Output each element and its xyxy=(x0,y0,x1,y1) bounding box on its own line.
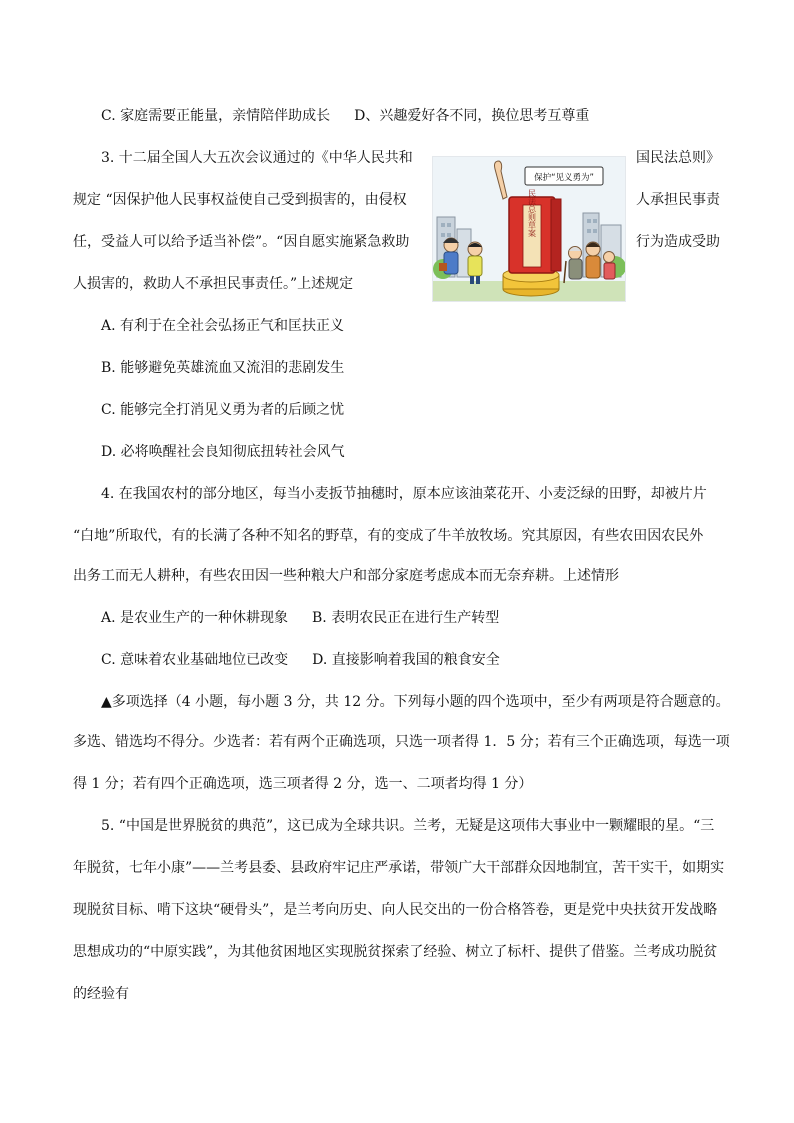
q3-stem-line3-right: 行为造成受助 xyxy=(636,234,720,250)
q2-option-row xyxy=(101,106,589,126)
q5-stem-line3: 现脱贫目标、啃下这块“硬骨头”，是兰考向历史、向人民交出的一份合格答卷，更是党中央扶贫开发战略 xyxy=(73,902,718,918)
q4-option-b: B. 表明农民正在进行生产转型 xyxy=(312,610,500,626)
q5-stem-line4: 思想成功的“中原实践”，为其他贫困地区实现脱贫探索了经验、树立了标杆、提供了借鉴。兰考成功脱贫 xyxy=(73,944,718,960)
q3-stem-line2-right: 人承担民事责 xyxy=(636,192,720,208)
q4-option-d: D. 直接影响着我国的粮食安全 xyxy=(312,652,500,668)
q2-option-d: D、兴趣爱好各不同，换位思考互尊重 xyxy=(354,108,590,124)
multi-instructions-line2: 多选、错选均不得分。少选者：若有两个正确选项，只选一项者得 1．5 分；若有三个正确选项，每选一项 xyxy=(73,734,730,750)
q3-stem-line1-right: 国民法总则》 xyxy=(636,150,720,166)
book-title-text: 民法总则草案 xyxy=(527,189,537,237)
civil-code-illustration xyxy=(432,156,626,302)
q3-stem-line2-left: 规定 “因保护他人民事权益使自己受到损害的，由侵权 xyxy=(73,192,407,208)
q4-stem-line1: 4. 在我国农村的部分地区，每当小麦扳节抽穗时，原本应该油菜花开、小麦泛绿的田野，却被片片 xyxy=(101,486,707,502)
q4-option-c: C. 意味着农业基础地位已改变 xyxy=(101,652,289,668)
q5-stem-line1: 5. “中国是世界脱贫的典范”，这已成为全球共识。兰考，无疑是这项伟大事业中一颗耀眼的星。“三 xyxy=(101,818,715,834)
q3-option-d: D. 必将唤醒社会良知彻底扭转社会风气 xyxy=(101,444,345,460)
multi-instructions-line1: ▲多项选择（4 小题，每小题 3 分，共 12 分。下列每小题的四个选项中，至少有两项是符合题意的。 xyxy=(101,694,730,710)
q5-stem-line5: 的经验有 xyxy=(73,986,129,1002)
q3-stem-line4: 人损害的，救助人不承担民事责任。”上述规定 xyxy=(73,276,354,292)
q4-stem-line2: “白地”所取代，有的长满了各种不知名的野草，有的变成了牛羊放牧场。究其原因，有些农田因农民外 xyxy=(73,528,704,544)
q5-stem-line2: 年脱贫，七年小康”——兰考县委、县政府牢记庄严承诺，带领广大干部群众因地制宜，苦干实干，如期实 xyxy=(73,860,725,876)
q2-option-c: C. 家庭需要正能量，亲情陪伴助成长 xyxy=(101,108,331,124)
q4-stem-line3: 出务工而无人耕种，有些农田因一些种粮大户和部分家庭考虑成本而无奈弃耕。上述情形 xyxy=(73,568,619,584)
q3-stem-line1-left: 3. 十二届全国人大五次会议通过的《中华人民共和 xyxy=(101,150,413,166)
multi-instructions-line3: 得 1 分；若有四个正确选项，选三项者得 2 分，选一、二项者均得 1 分） xyxy=(73,776,533,792)
q4-option-a: A. 是农业生产的一种休耕现象 xyxy=(101,610,289,626)
q4-option-row2 xyxy=(101,650,500,670)
q3-option-c: C. 能够完全打消见义勇为者的后顾之忧 xyxy=(101,402,345,418)
q4-option-row1 xyxy=(101,608,499,628)
banner-text: 保护“见义勇为” xyxy=(534,173,594,183)
q3-stem-line3-left: 任，受益人可以给予适当补偿”。“因自愿实施紧急救助 xyxy=(73,234,410,250)
q3-option-b: B. 能够避免英雄流血又流泪的悲剧发生 xyxy=(101,360,345,376)
q3-option-a: A. 有利于在全社会弘扬正气和匡扶正义 xyxy=(101,318,345,334)
